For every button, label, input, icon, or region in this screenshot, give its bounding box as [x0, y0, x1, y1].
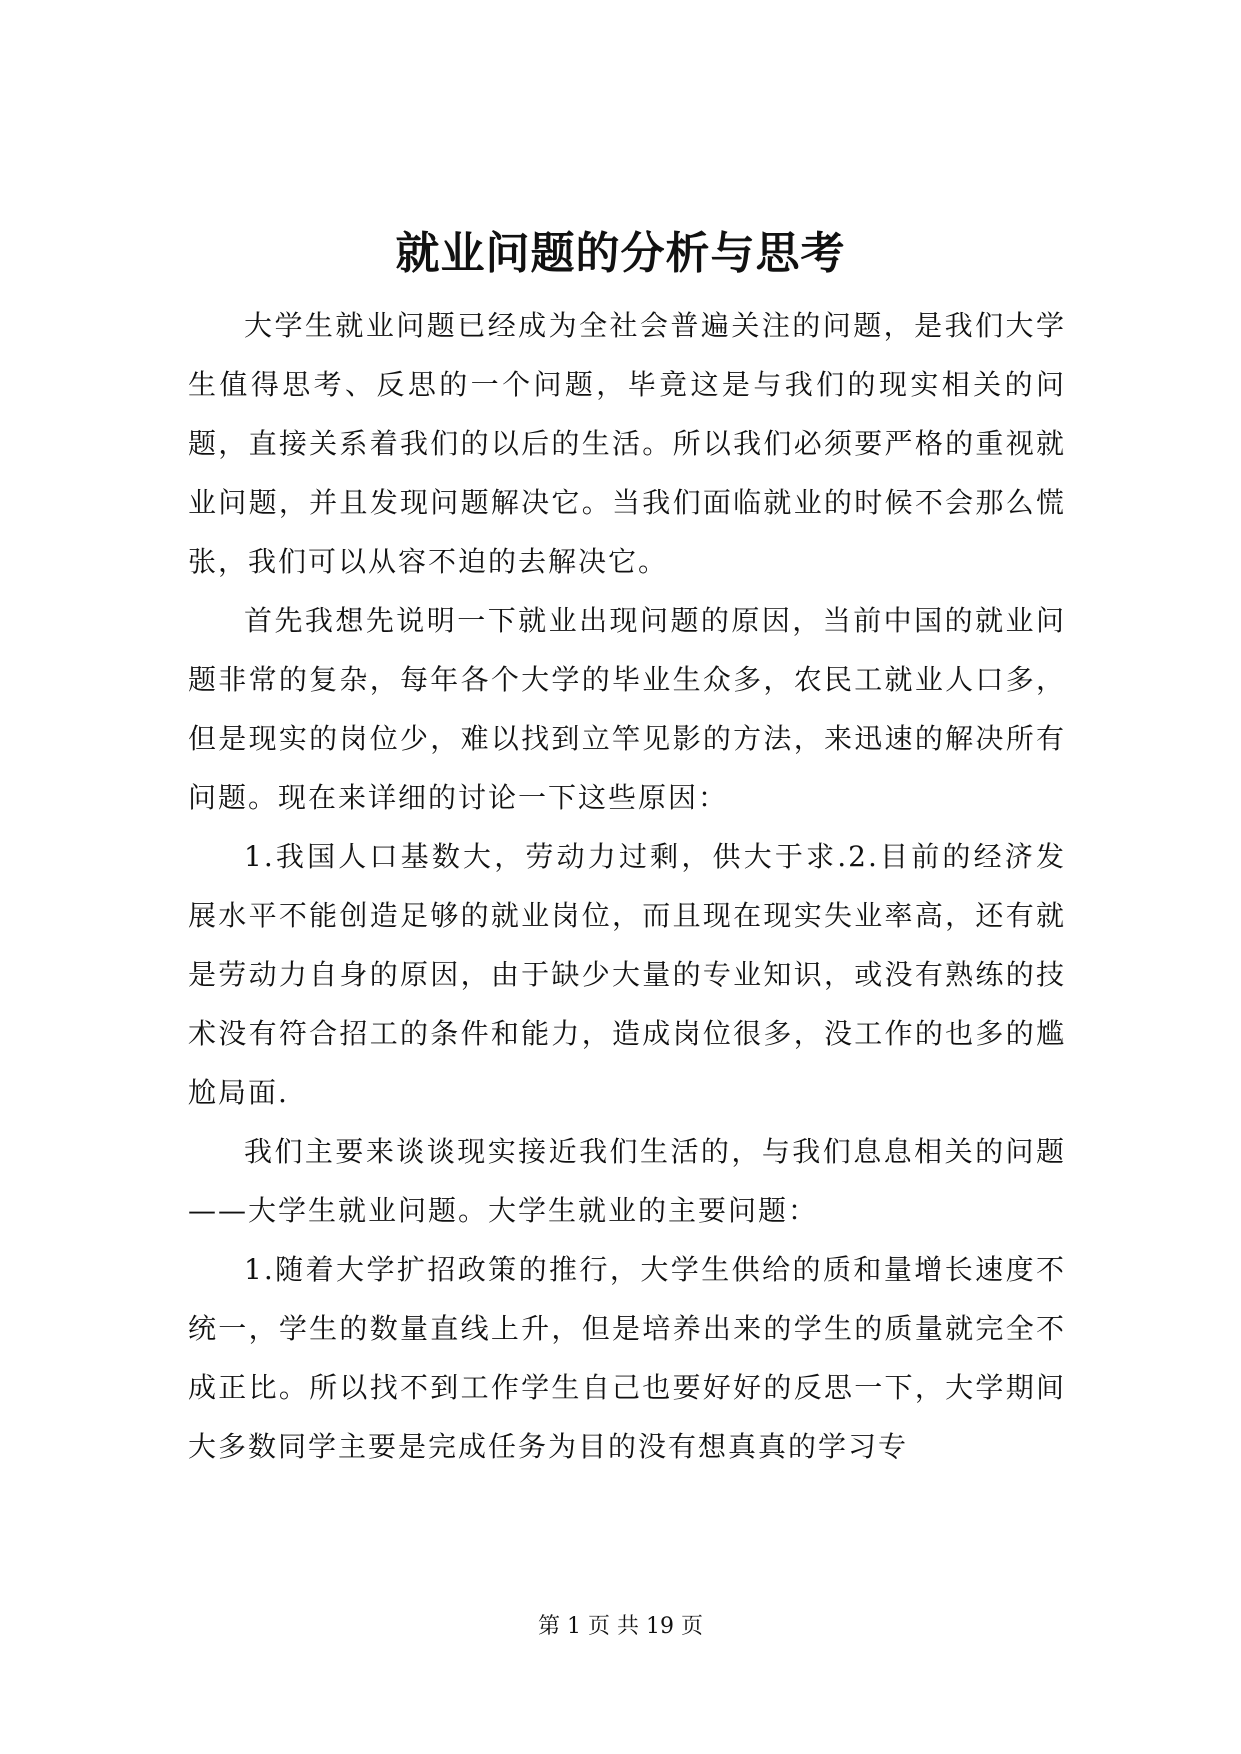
paragraph: 大学生就业问题已经成为全社会普遍关注的问题，是我们大学生值得思考、反思的一个问题，毕竟这是与我们的现实相关的问题，直接关系着我们的以后的生活。所以我们必须要严格的重视就业问题，并且发现问题解决它。当我们面临就业的时候不会那么慌张，我们可以从容不迫的去解决它。 [188, 309, 1066, 578]
paragraph: 1.我国人口基数大，劳动力过剩，供大于求.2.目前的经济发展水平不能创造足够的就业岗位，而且现在现实失业率高，还有就是劳动力自身的原因，由于缺少大量的专业知识，或没有熟练的技术没有符合招工的条件和能力，造成岗位很多，没工作的也多的尴尬局面. [188, 840, 1066, 1109]
paragraph: 首先我想先说明一下就业出现问题的原因，当前中国的就业问题非常的复杂，每年各个大学的毕业生众多，农民工就业人口多，但是现实的岗位少，难以找到立竿见影的方法，来迅速的解决所有问题。现在来详细的讨论一下这些原因： [188, 604, 1066, 814]
document-title: 就业问题的分析与思考 [395, 228, 846, 279]
document-body [188, 296, 1066, 1476]
page-footer: 第 1 页 共 19 页 [538, 1614, 703, 1639]
paragraph: 我们主要来谈谈现实接近我们生活的，与我们息息相关的问题——大学生就业问题。大学生就业的主要问题： [188, 1135, 1066, 1227]
paragraph: 1.随着大学扩招政策的推行，大学生供给的质和量增长速度不统一，学生的数量直线上升，但是培养出来的学生的质量就完全不成正比。所以找不到工作学生自己也要好好的反思一下，大学期间大多数同学主要是完成任务为目的没有想真真的学习专 [188, 1253, 1066, 1463]
